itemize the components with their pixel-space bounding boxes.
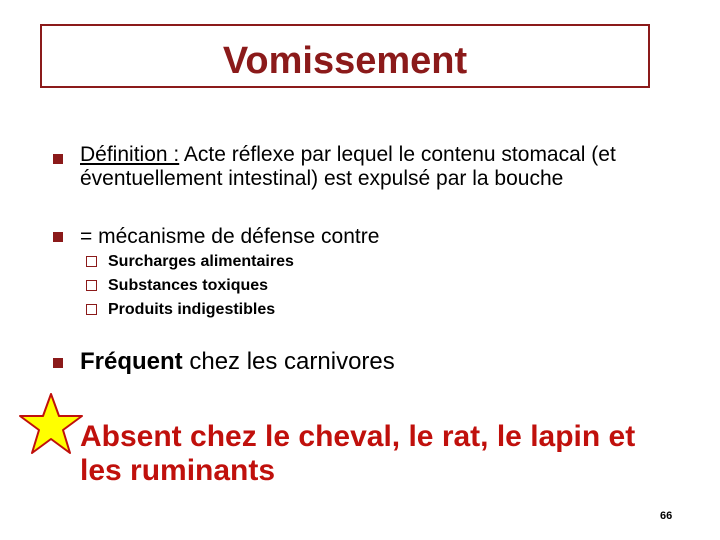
checkbox-square-icon [86, 304, 97, 315]
checkbox-square-icon [86, 256, 97, 267]
bullet-square-icon [53, 154, 63, 164]
list-item-label: Surcharges alimentaires [108, 253, 294, 270]
definition-paragraph [80, 143, 700, 191]
list-item [86, 300, 275, 320]
list-item [86, 276, 268, 296]
list-item [86, 252, 294, 272]
frequent-paragraph [80, 348, 395, 376]
bullet-square-icon [53, 232, 63, 242]
absent-paragraph: Absent chez le cheval, le rat, le lapin et les ruminants [80, 420, 636, 487]
checkbox-square-icon [86, 280, 97, 291]
list-item-label: Substances toxiques [108, 277, 269, 294]
definition-label: Définition : [80, 143, 180, 166]
page-number: 66 [660, 510, 673, 522]
bullet-square-icon [53, 358, 63, 368]
definition-text: Acte réflexe par lequel le contenu stomacal (et éventuellement intestinal) est expulsé par la bouche [80, 143, 616, 190]
star-icon [18, 392, 84, 456]
defense-heading: = mécanisme de défense contre [80, 225, 380, 248]
list-item-label: Produits indigestibles [108, 301, 276, 318]
page-title: Vomissement [215, 42, 475, 80]
title-box [40, 24, 650, 88]
frequent-bold: Fréquent [80, 348, 183, 375]
frequent-rest: chez les carnivores [182, 348, 395, 375]
